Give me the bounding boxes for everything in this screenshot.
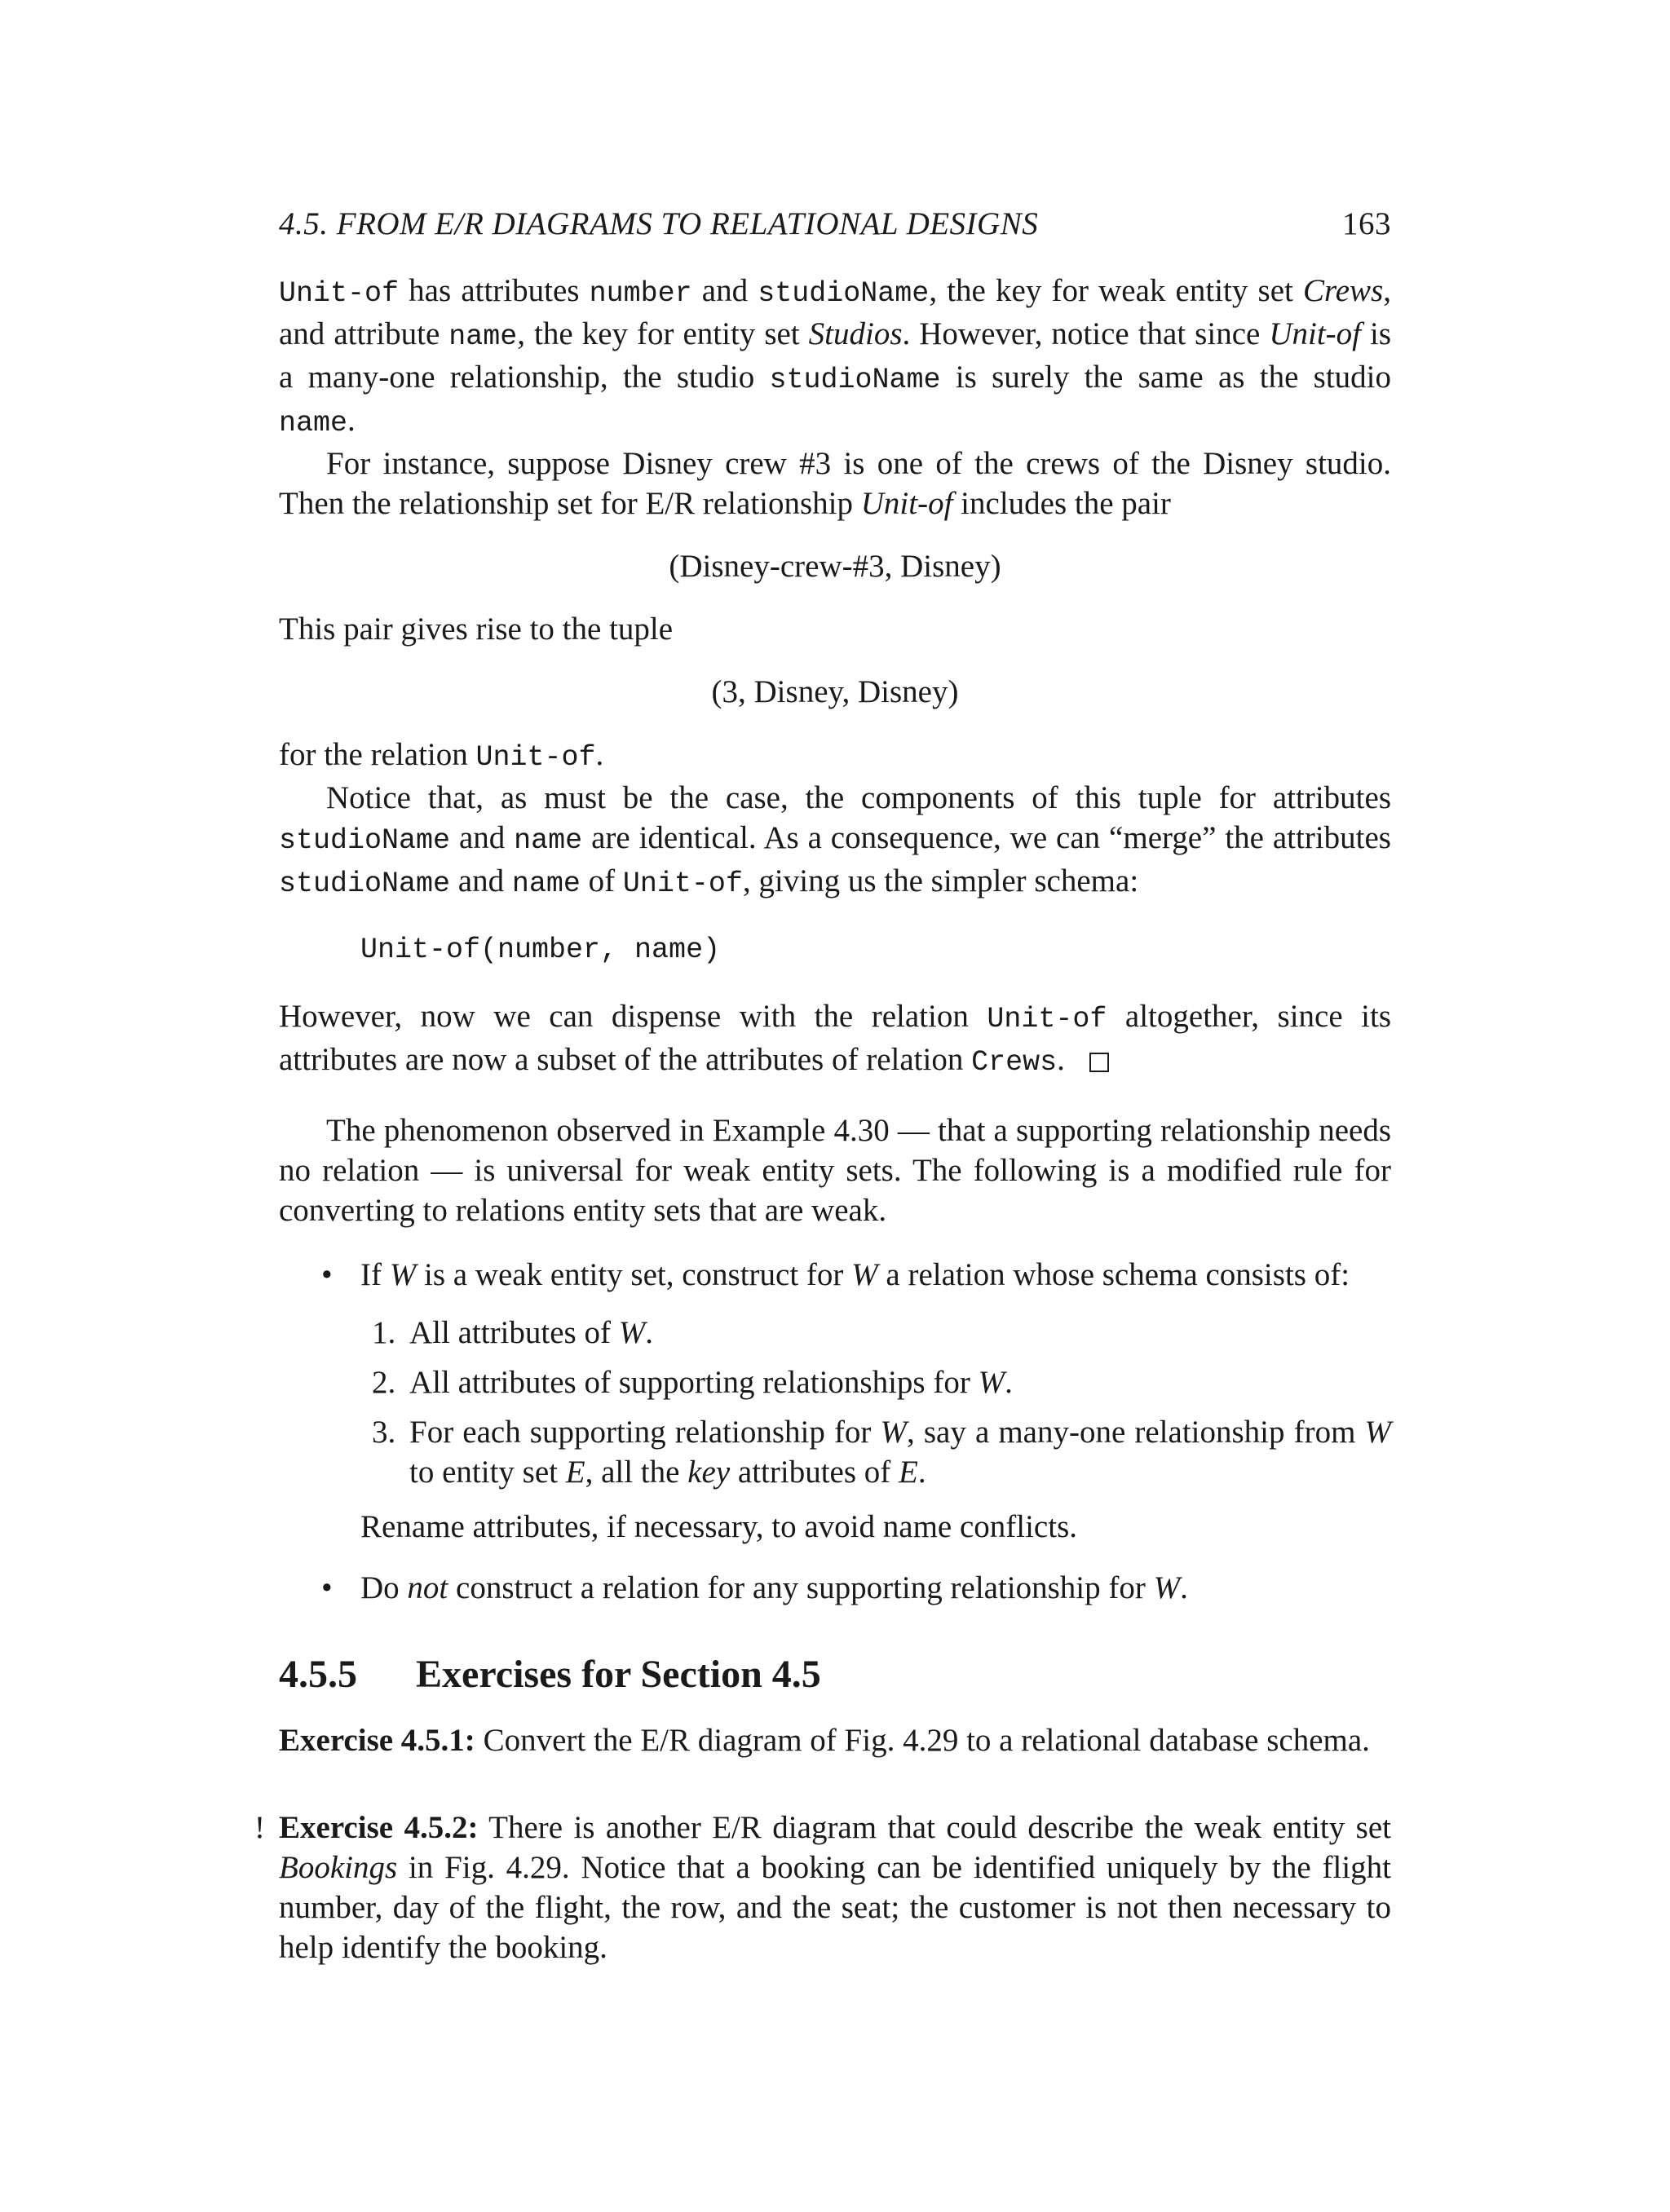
display-tuple: (3, Disney, Disney)	[711, 674, 959, 709]
end-of-example-square-icon	[1089, 1053, 1109, 1072]
paragraph-rename-attributes: Rename attributes, if necessary, to avoid name conflicts.	[360, 1509, 1078, 1544]
paragraph-tuple-intro: This pair gives rise to the tuple	[279, 612, 674, 647]
paragraph-for-relation: for the relation Unit-of.	[279, 737, 604, 774]
page-number: 163	[1342, 206, 1391, 241]
list-item: 3. For each supporting relationship for W, say a many-one relationship from W to entity set E, all the key attributes of E.	[372, 1415, 1391, 1490]
paragraph-unit-of-attributes: Unit-of has attributes number and studioName, the key for weak entity set Crews, and attribute name, the key for entity set Studios. However, notice that since Unit-of is a many-one relationship, the studio studioName is surely the same as the studio name.	[279, 273, 1392, 439]
rule-bullet-do-not-construct: • Do not construct a relation for any supporting relationship for W.	[279, 1568, 1391, 1608]
exercise-4-5-1: Exercise 4.5.1: Convert the E/R diagram of Fig. 4.29 to a relational database schema.	[279, 1723, 1370, 1758]
display-schema: Unit-of(number, name)	[360, 934, 721, 966]
page	[254, 204, 1392, 1967]
rule-list-second	[279, 1568, 1391, 1608]
rule-list	[279, 1255, 1391, 1492]
schema-components-list	[360, 1313, 1391, 1492]
exercise-label: Exercise 4.5.1:	[279, 1723, 475, 1758]
section-number: 4.5.5	[279, 1653, 357, 1696]
list-item: 2. All attributes of supporting relationships for W.	[372, 1365, 1013, 1400]
bullet-dot-icon: •	[321, 1570, 333, 1605]
bullet-dot-icon: •	[321, 1257, 333, 1292]
header-title: 4.5. FROM E/R DIAGRAMS TO RELATIONAL DESIGNS	[279, 206, 1039, 241]
difficulty-marker: !	[254, 1810, 265, 1845]
exercise-label: Exercise 4.5.2:	[279, 1810, 479, 1845]
paragraph-dispense-relation: However, now we can dispense with the relation Unit-of altogether, since its attributes are now a subset of the attributes of relation Crews.	[279, 999, 1392, 1079]
section-heading	[279, 1650, 1391, 1699]
list-item: 1. All attributes of W.	[372, 1315, 653, 1350]
paragraph-merge-attributes: Notice that, as must be the case, the components of this tuple for attributes studioName and name are identical. As a consequence, we can “merge” the attributes studioName and name of Unit-of, giving us the simpler schema:	[279, 780, 1391, 900]
section-title: Exercises for Section 4.5	[416, 1653, 821, 1696]
running-header	[279, 204, 1391, 253]
rule-bullet-construct: • If W is a weak entity set, construct for W a relation whose schema consists of: 1. All attributes of W. 2. All attributes of supporting relationships for W. 3. For each supporting relationship for W, say a many-one relationship from W to entity set E, all the key attributes of E.	[279, 1255, 1391, 1492]
display-pair: (Disney-crew-#3, Disney)	[669, 549, 1001, 584]
paragraph-disney-example: For instance, suppose Disney crew #3 is one of the crews of the Disney studio. Then the relationship set for E/R relationship Unit-of includes the pair	[279, 446, 1391, 521]
paragraph-phenomenon: The phenomenon observed in Example 4.30 — that a supporting relationship needs no relation — is universal for weak entity sets. The following is a modified rule for converting to relations entity sets that are weak.	[279, 1113, 1391, 1228]
exercise-4-5-2: ! Exercise 4.5.2: There is another E/R diagram that could describe the weak entity set Bookings in Fig. 4.29. Notice that a booking can be identified uniquely by the flight number, day of the flight, the row, and the seat; the customer is not then necessary to help identify the booking.	[279, 1808, 1391, 1967]
